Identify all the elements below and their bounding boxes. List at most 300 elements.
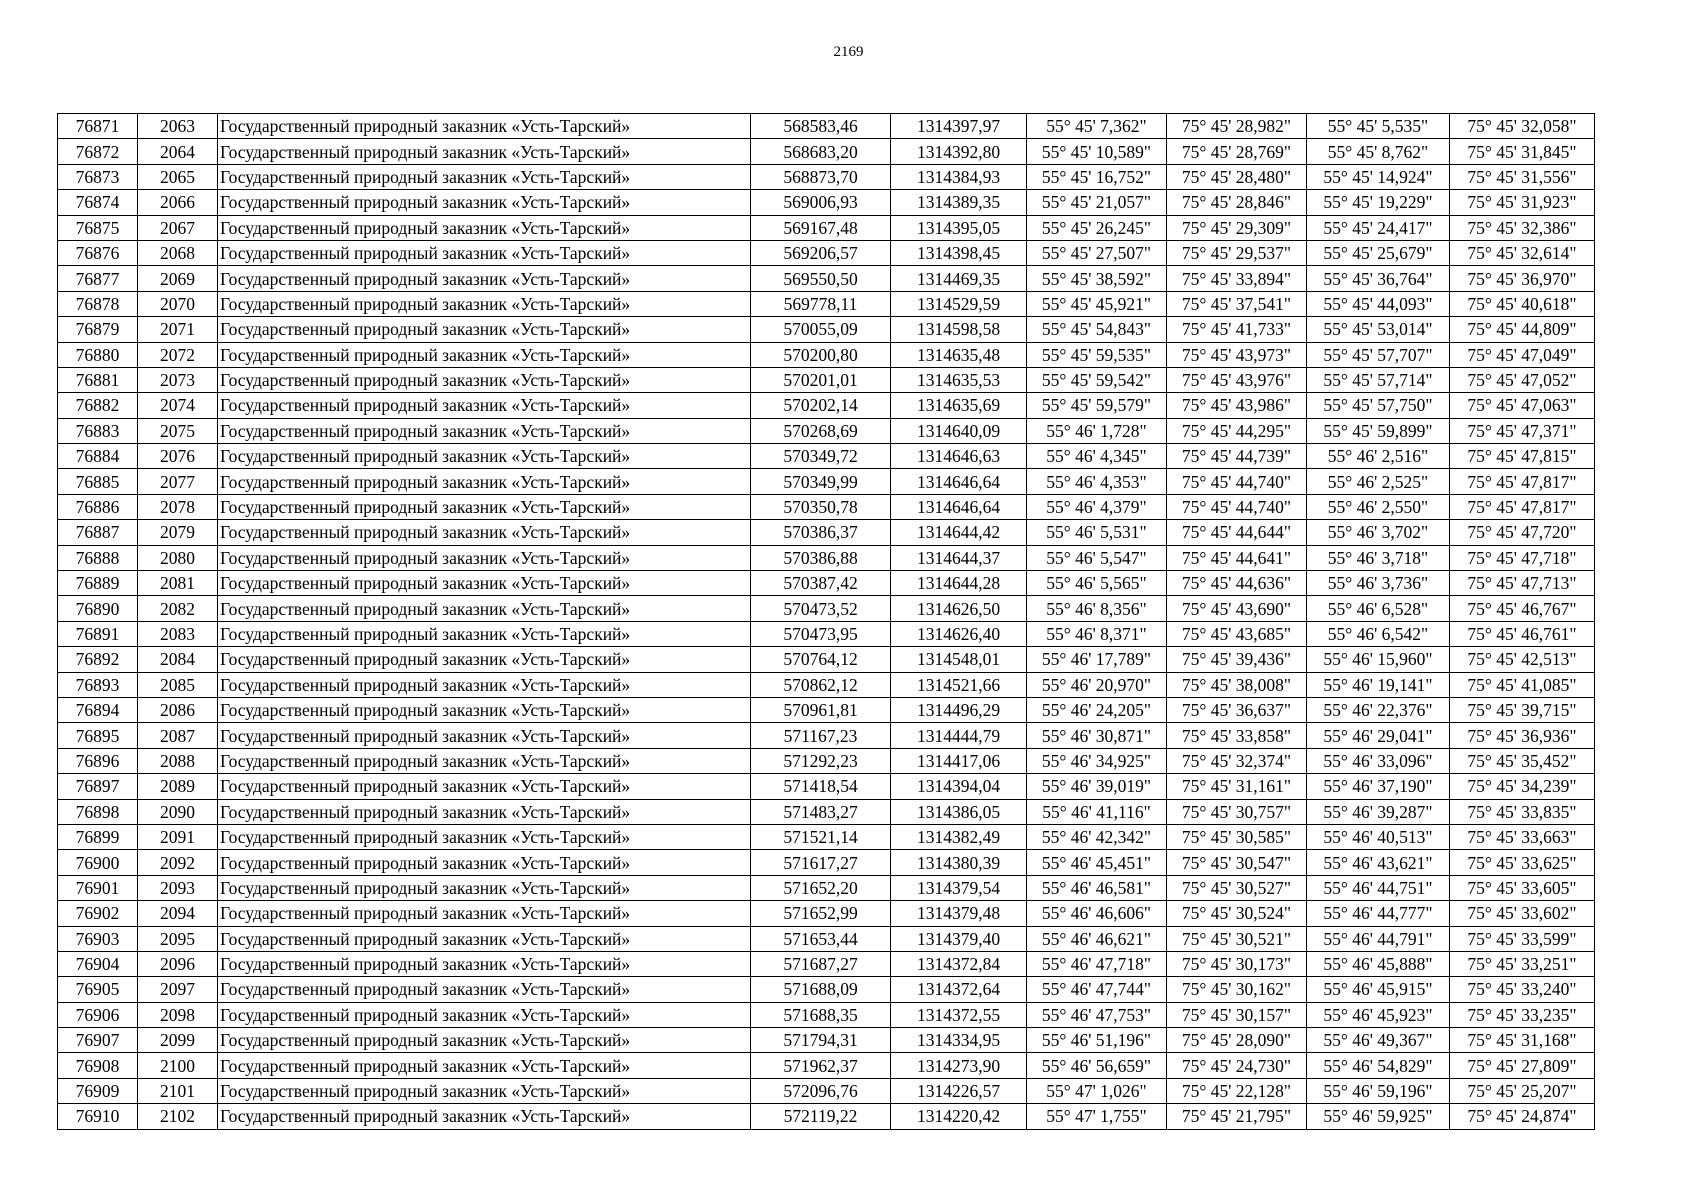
object-name-cell: Государственный природный заказник «Усть-Тарский»	[218, 824, 751, 849]
table-row	[58, 774, 1595, 799]
object-name-cell: Государственный природный заказник «Усть-Тарский»	[218, 114, 751, 139]
latitude-2-cell: 55° 46' 45,888"	[1307, 951, 1450, 976]
longitude-2-cell: 75° 45' 47,713"	[1450, 571, 1595, 596]
record-number-cell: 76884	[58, 444, 138, 469]
coord-x-cell: 569167,48	[751, 215, 891, 240]
latitude-2-cell: 55° 45' 36,764"	[1307, 266, 1450, 291]
longitude-1-cell: 75° 45' 28,846"	[1167, 190, 1307, 215]
longitude-2-cell: 75° 45' 47,817"	[1450, 469, 1595, 494]
longitude-2-cell: 75° 45' 40,618"	[1450, 291, 1595, 316]
coord-y-cell: 1314384,93	[891, 164, 1027, 189]
record-number-cell: 76881	[58, 367, 138, 392]
latitude-2-cell: 55° 46' 45,923"	[1307, 1002, 1450, 1027]
latitude-1-cell: 55° 46' 5,531"	[1027, 520, 1167, 545]
record-number-cell: 76880	[58, 342, 138, 367]
latitude-2-cell: 55° 46' 49,367"	[1307, 1028, 1450, 1053]
longitude-1-cell: 75° 45' 43,986"	[1167, 393, 1307, 418]
object-name-cell: Государственный природный заказник «Усть-Тарский»	[218, 977, 751, 1002]
point-number-cell: 2098	[138, 1002, 218, 1027]
coord-y-cell: 1314386,05	[891, 799, 1027, 824]
longitude-1-cell: 75° 45' 29,309"	[1167, 215, 1307, 240]
record-number-cell: 76889	[58, 571, 138, 596]
record-number-cell: 76904	[58, 951, 138, 976]
record-number-cell: 76891	[58, 621, 138, 646]
table-row	[58, 240, 1595, 265]
table-row	[58, 494, 1595, 519]
table-row	[58, 139, 1595, 164]
object-name-cell: Государственный природный заказник «Усть-Тарский»	[218, 1053, 751, 1078]
longitude-2-cell: 75° 45' 35,452"	[1450, 748, 1595, 773]
coord-y-cell: 1314644,42	[891, 520, 1027, 545]
coord-y-cell: 1314392,80	[891, 139, 1027, 164]
longitude-1-cell: 75° 45' 33,894"	[1167, 266, 1307, 291]
latitude-2-cell: 55° 46' 2,516"	[1307, 444, 1450, 469]
table-row	[58, 164, 1595, 189]
point-number-cell: 2101	[138, 1078, 218, 1103]
record-number-cell: 76893	[58, 672, 138, 697]
point-number-cell: 2076	[138, 444, 218, 469]
longitude-2-cell: 75° 45' 27,809"	[1450, 1053, 1595, 1078]
table-row	[58, 723, 1595, 748]
longitude-2-cell: 75° 45' 36,936"	[1450, 723, 1595, 748]
coord-y-cell: 1314626,40	[891, 621, 1027, 646]
longitude-1-cell: 75° 45' 22,128"	[1167, 1078, 1307, 1103]
coord-x-cell: 570764,12	[751, 647, 891, 672]
object-name-cell: Государственный природный заказник «Усть-Тарский»	[218, 444, 751, 469]
table-row	[58, 571, 1595, 596]
latitude-2-cell: 55° 45' 59,899"	[1307, 418, 1450, 443]
longitude-2-cell: 75° 45' 33,235"	[1450, 1002, 1595, 1027]
table-row	[58, 1002, 1595, 1027]
longitude-1-cell: 75° 45' 44,739"	[1167, 444, 1307, 469]
longitude-2-cell: 75° 45' 47,718"	[1450, 545, 1595, 570]
coord-y-cell: 1314644,37	[891, 545, 1027, 570]
object-name-cell: Государственный природный заказник «Усть-Тарский»	[218, 697, 751, 722]
coord-y-cell: 1314379,54	[891, 875, 1027, 900]
latitude-2-cell: 55° 46' 2,525"	[1307, 469, 1450, 494]
coord-x-cell: 570349,99	[751, 469, 891, 494]
coord-y-cell: 1314529,59	[891, 291, 1027, 316]
object-name-cell: Государственный природный заказник «Усть-Тарский»	[218, 799, 751, 824]
latitude-1-cell: 55° 46' 46,581"	[1027, 875, 1167, 900]
longitude-2-cell: 75° 45' 31,845"	[1450, 139, 1595, 164]
coord-x-cell: 572119,22	[751, 1104, 891, 1129]
coord-y-cell: 1314273,90	[891, 1053, 1027, 1078]
longitude-2-cell: 75° 45' 47,052"	[1450, 367, 1595, 392]
record-number-cell: 76903	[58, 926, 138, 951]
longitude-2-cell: 75° 45' 33,602"	[1450, 901, 1595, 926]
coord-y-cell: 1314382,49	[891, 824, 1027, 849]
latitude-2-cell: 55° 46' 59,925"	[1307, 1104, 1450, 1129]
coord-y-cell: 1314220,42	[891, 1104, 1027, 1129]
latitude-1-cell: 55° 45' 26,245"	[1027, 215, 1167, 240]
record-number-cell: 76905	[58, 977, 138, 1002]
longitude-1-cell: 75° 45' 44,641"	[1167, 545, 1307, 570]
record-number-cell: 76871	[58, 114, 138, 139]
table-row	[58, 469, 1595, 494]
coord-x-cell: 569778,11	[751, 291, 891, 316]
object-name-cell: Государственный природный заказник «Усть-Тарский»	[218, 951, 751, 976]
coord-x-cell: 571292,23	[751, 748, 891, 773]
latitude-2-cell: 55° 46' 29,041"	[1307, 723, 1450, 748]
table-row	[58, 621, 1595, 646]
point-number-cell: 2073	[138, 367, 218, 392]
coord-x-cell: 570201,01	[751, 367, 891, 392]
latitude-2-cell: 55° 46' 54,829"	[1307, 1053, 1450, 1078]
coord-x-cell: 571688,09	[751, 977, 891, 1002]
coord-x-cell: 570350,78	[751, 494, 891, 519]
coord-x-cell: 570268,69	[751, 418, 891, 443]
longitude-1-cell: 75° 45' 33,858"	[1167, 723, 1307, 748]
record-number-cell: 76907	[58, 1028, 138, 1053]
object-name-cell: Государственный природный заказник «Усть-Тарский»	[218, 774, 751, 799]
latitude-2-cell: 55° 46' 59,196"	[1307, 1078, 1450, 1103]
latitude-1-cell: 55° 46' 39,019"	[1027, 774, 1167, 799]
point-number-cell: 2068	[138, 240, 218, 265]
latitude-2-cell: 55° 46' 22,376"	[1307, 697, 1450, 722]
latitude-1-cell: 55° 45' 59,535"	[1027, 342, 1167, 367]
latitude-1-cell: 55° 46' 45,451"	[1027, 850, 1167, 875]
coord-y-cell: 1314635,48	[891, 342, 1027, 367]
point-number-cell: 2079	[138, 520, 218, 545]
longitude-1-cell: 75° 45' 28,480"	[1167, 164, 1307, 189]
coord-y-cell: 1314380,39	[891, 850, 1027, 875]
coord-x-cell: 570200,80	[751, 342, 891, 367]
latitude-1-cell: 55° 46' 51,196"	[1027, 1028, 1167, 1053]
point-number-cell: 2097	[138, 977, 218, 1002]
point-number-cell: 2099	[138, 1028, 218, 1053]
point-number-cell: 2082	[138, 596, 218, 621]
longitude-1-cell: 75° 45' 43,973"	[1167, 342, 1307, 367]
object-name-cell: Государственный природный заказник «Усть-Тарский»	[218, 901, 751, 926]
record-number-cell: 76890	[58, 596, 138, 621]
table-row	[58, 875, 1595, 900]
longitude-1-cell: 75° 45' 28,090"	[1167, 1028, 1307, 1053]
latitude-2-cell: 55° 46' 39,287"	[1307, 799, 1450, 824]
coord-x-cell: 571652,20	[751, 875, 891, 900]
longitude-2-cell: 75° 45' 33,599"	[1450, 926, 1595, 951]
object-name-cell: Государственный природный заказник «Усть-Тарский»	[218, 571, 751, 596]
record-number-cell: 76886	[58, 494, 138, 519]
longitude-1-cell: 75° 45' 43,685"	[1167, 621, 1307, 646]
object-name-cell: Государственный природный заказник «Усть-Тарский»	[218, 418, 751, 443]
longitude-1-cell: 75° 45' 38,008"	[1167, 672, 1307, 697]
longitude-1-cell: 75° 45' 30,527"	[1167, 875, 1307, 900]
table-row	[58, 342, 1595, 367]
coord-x-cell: 570387,42	[751, 571, 891, 596]
longitude-1-cell: 75° 45' 44,740"	[1167, 469, 1307, 494]
longitude-2-cell: 75° 45' 31,923"	[1450, 190, 1595, 215]
point-number-cell: 2071	[138, 317, 218, 342]
coord-x-cell: 570862,12	[751, 672, 891, 697]
object-name-cell: Государственный природный заказник «Усть-Тарский»	[218, 672, 751, 697]
latitude-2-cell: 55° 45' 57,750"	[1307, 393, 1450, 418]
point-number-cell: 2086	[138, 697, 218, 722]
point-number-cell: 2094	[138, 901, 218, 926]
record-number-cell: 76901	[58, 875, 138, 900]
longitude-1-cell: 75° 45' 44,644"	[1167, 520, 1307, 545]
longitude-1-cell: 75° 45' 30,757"	[1167, 799, 1307, 824]
object-name-cell: Государственный природный заказник «Усть-Тарский»	[218, 926, 751, 951]
coord-y-cell: 1314372,64	[891, 977, 1027, 1002]
record-number-cell: 76883	[58, 418, 138, 443]
coord-x-cell: 571794,31	[751, 1028, 891, 1053]
longitude-1-cell: 75° 45' 31,161"	[1167, 774, 1307, 799]
object-name-cell: Государственный природный заказник «Усть-Тарский»	[218, 748, 751, 773]
coord-y-cell: 1314444,79	[891, 723, 1027, 748]
latitude-2-cell: 55° 46' 2,550"	[1307, 494, 1450, 519]
table-row	[58, 672, 1595, 697]
table-row	[58, 418, 1595, 443]
record-number-cell: 76894	[58, 697, 138, 722]
longitude-2-cell: 75° 45' 33,625"	[1450, 850, 1595, 875]
table-row	[58, 444, 1595, 469]
point-number-cell: 2091	[138, 824, 218, 849]
record-number-cell: 76885	[58, 469, 138, 494]
point-number-cell: 2084	[138, 647, 218, 672]
longitude-2-cell: 75° 45' 42,513"	[1450, 647, 1595, 672]
longitude-1-cell: 75° 45' 41,733"	[1167, 317, 1307, 342]
coord-x-cell: 569006,93	[751, 190, 891, 215]
coord-x-cell: 570055,09	[751, 317, 891, 342]
table-row	[58, 1104, 1595, 1129]
record-number-cell: 76910	[58, 1104, 138, 1129]
longitude-2-cell: 75° 45' 47,817"	[1450, 494, 1595, 519]
coord-x-cell: 570961,81	[751, 697, 891, 722]
record-number-cell: 76892	[58, 647, 138, 672]
coord-x-cell: 570473,95	[751, 621, 891, 646]
point-number-cell: 2093	[138, 875, 218, 900]
coord-x-cell: 571653,44	[751, 926, 891, 951]
table-row	[58, 596, 1595, 621]
table-row	[58, 1028, 1595, 1053]
table-row	[58, 190, 1595, 215]
table-row	[58, 393, 1595, 418]
latitude-2-cell: 55° 45' 5,535"	[1307, 114, 1450, 139]
longitude-2-cell: 75° 45' 44,809"	[1450, 317, 1595, 342]
longitude-2-cell: 75° 45' 47,049"	[1450, 342, 1595, 367]
point-number-cell: 2087	[138, 723, 218, 748]
latitude-1-cell: 55° 45' 27,507"	[1027, 240, 1167, 265]
longitude-2-cell: 75° 45' 46,767"	[1450, 596, 1595, 621]
table-row	[58, 545, 1595, 570]
latitude-1-cell: 55° 45' 16,752"	[1027, 164, 1167, 189]
object-name-cell: Государственный природный заказник «Усть-Тарский»	[218, 850, 751, 875]
longitude-1-cell: 75° 45' 30,585"	[1167, 824, 1307, 849]
coord-y-cell: 1314226,57	[891, 1078, 1027, 1103]
latitude-2-cell: 55° 46' 44,777"	[1307, 901, 1450, 926]
point-number-cell: 2075	[138, 418, 218, 443]
latitude-2-cell: 55° 45' 53,014"	[1307, 317, 1450, 342]
point-number-cell: 2064	[138, 139, 218, 164]
point-number-cell: 2089	[138, 774, 218, 799]
longitude-2-cell: 75° 45' 31,168"	[1450, 1028, 1595, 1053]
table-row	[58, 1078, 1595, 1103]
coord-y-cell: 1314397,97	[891, 114, 1027, 139]
record-number-cell: 76898	[58, 799, 138, 824]
latitude-1-cell: 55° 45' 38,592"	[1027, 266, 1167, 291]
point-number-cell: 2077	[138, 469, 218, 494]
longitude-1-cell: 75° 45' 30,521"	[1167, 926, 1307, 951]
object-name-cell: Государственный природный заказник «Усть-Тарский»	[218, 545, 751, 570]
coord-y-cell: 1314548,01	[891, 647, 1027, 672]
coord-y-cell: 1314635,69	[891, 393, 1027, 418]
record-number-cell: 76896	[58, 748, 138, 773]
object-name-cell: Государственный природный заказник «Усть-Тарский»	[218, 494, 751, 519]
longitude-1-cell: 75° 45' 39,436"	[1167, 647, 1307, 672]
point-number-cell: 2067	[138, 215, 218, 240]
object-name-cell: Государственный природный заказник «Усть-Тарский»	[218, 1002, 751, 1027]
object-name-cell: Государственный природный заказник «Усть-Тарский»	[218, 520, 751, 545]
longitude-1-cell: 75° 45' 43,690"	[1167, 596, 1307, 621]
table-row	[58, 901, 1595, 926]
record-number-cell: 76879	[58, 317, 138, 342]
object-name-cell: Государственный природный заказник «Усть-Тарский»	[218, 875, 751, 900]
longitude-1-cell: 75° 45' 32,374"	[1167, 748, 1307, 773]
latitude-1-cell: 55° 46' 34,925"	[1027, 748, 1167, 773]
table-row	[58, 951, 1595, 976]
longitude-2-cell: 75° 45' 32,386"	[1450, 215, 1595, 240]
object-name-cell: Государственный природный заказник «Усть-Тарский»	[218, 139, 751, 164]
point-number-cell: 2074	[138, 393, 218, 418]
longitude-2-cell: 75° 45' 36,970"	[1450, 266, 1595, 291]
latitude-2-cell: 55° 45' 44,093"	[1307, 291, 1450, 316]
record-number-cell: 76877	[58, 266, 138, 291]
coord-x-cell: 571687,27	[751, 951, 891, 976]
coord-y-cell: 1314394,04	[891, 774, 1027, 799]
object-name-cell: Государственный природный заказник «Усть-Тарский»	[218, 1104, 751, 1129]
point-number-cell: 2095	[138, 926, 218, 951]
table-row	[58, 799, 1595, 824]
longitude-2-cell: 75° 45' 39,715"	[1450, 697, 1595, 722]
longitude-2-cell: 75° 45' 34,239"	[1450, 774, 1595, 799]
latitude-1-cell: 55° 46' 42,342"	[1027, 824, 1167, 849]
latitude-1-cell: 55° 46' 1,728"	[1027, 418, 1167, 443]
longitude-1-cell: 75° 45' 43,976"	[1167, 367, 1307, 392]
latitude-1-cell: 55° 46' 46,606"	[1027, 901, 1167, 926]
latitude-2-cell: 55° 45' 19,229"	[1307, 190, 1450, 215]
longitude-2-cell: 75° 45' 33,240"	[1450, 977, 1595, 1002]
latitude-2-cell: 55° 46' 3,702"	[1307, 520, 1450, 545]
record-number-cell: 76902	[58, 901, 138, 926]
record-number-cell: 76888	[58, 545, 138, 570]
table-body	[58, 114, 1595, 1130]
coord-x-cell: 570349,72	[751, 444, 891, 469]
point-number-cell: 2081	[138, 571, 218, 596]
table-row	[58, 748, 1595, 773]
point-number-cell: 2100	[138, 1053, 218, 1078]
point-number-cell: 2102	[138, 1104, 218, 1129]
object-name-cell: Государственный природный заказник «Усть-Тарский»	[218, 469, 751, 494]
latitude-1-cell: 55° 46' 56,659"	[1027, 1053, 1167, 1078]
record-number-cell: 76874	[58, 190, 138, 215]
coord-y-cell: 1314640,09	[891, 418, 1027, 443]
longitude-2-cell: 75° 45' 41,085"	[1450, 672, 1595, 697]
object-name-cell: Государственный природный заказник «Усть-Тарский»	[218, 367, 751, 392]
table-row	[58, 850, 1595, 875]
latitude-1-cell: 55° 46' 5,565"	[1027, 571, 1167, 596]
coord-y-cell: 1314379,48	[891, 901, 1027, 926]
object-name-cell: Государственный природный заказник «Усть-Тарский»	[218, 342, 751, 367]
record-number-cell: 76897	[58, 774, 138, 799]
longitude-2-cell: 75° 45' 47,720"	[1450, 520, 1595, 545]
table-row	[58, 114, 1595, 139]
coord-x-cell: 571167,23	[751, 723, 891, 748]
object-name-cell: Государственный природный заказник «Усть-Тарский»	[218, 393, 751, 418]
latitude-1-cell: 55° 46' 4,379"	[1027, 494, 1167, 519]
coord-x-cell: 570386,88	[751, 545, 891, 570]
coord-x-cell: 570473,52	[751, 596, 891, 621]
coord-y-cell: 1314521,66	[891, 672, 1027, 697]
point-number-cell: 2066	[138, 190, 218, 215]
point-number-cell: 2085	[138, 672, 218, 697]
latitude-2-cell: 55° 46' 37,190"	[1307, 774, 1450, 799]
latitude-1-cell: 55° 46' 4,345"	[1027, 444, 1167, 469]
coord-y-cell: 1314469,35	[891, 266, 1027, 291]
longitude-2-cell: 75° 45' 33,835"	[1450, 799, 1595, 824]
table-row	[58, 520, 1595, 545]
latitude-1-cell: 55° 45' 10,589"	[1027, 139, 1167, 164]
latitude-1-cell: 55° 46' 24,205"	[1027, 697, 1167, 722]
latitude-1-cell: 55° 45' 7,362"	[1027, 114, 1167, 139]
longitude-1-cell: 75° 45' 30,173"	[1167, 951, 1307, 976]
object-name-cell: Государственный природный заказник «Усть-Тарский»	[218, 240, 751, 265]
point-number-cell: 2069	[138, 266, 218, 291]
coord-x-cell: 568583,46	[751, 114, 891, 139]
longitude-1-cell: 75° 45' 44,636"	[1167, 571, 1307, 596]
longitude-2-cell: 75° 45' 47,371"	[1450, 418, 1595, 443]
coord-x-cell: 571418,54	[751, 774, 891, 799]
latitude-1-cell: 55° 46' 30,871"	[1027, 723, 1167, 748]
coord-x-cell: 572096,76	[751, 1078, 891, 1103]
longitude-2-cell: 75° 45' 33,605"	[1450, 875, 1595, 900]
object-name-cell: Государственный природный заказник «Усть-Тарский»	[218, 621, 751, 646]
latitude-1-cell: 55° 45' 45,921"	[1027, 291, 1167, 316]
latitude-2-cell: 55° 46' 3,736"	[1307, 571, 1450, 596]
latitude-1-cell: 55° 46' 47,753"	[1027, 1002, 1167, 1027]
point-number-cell: 2070	[138, 291, 218, 316]
object-name-cell: Государственный природный заказник «Усть-Тарский»	[218, 266, 751, 291]
coord-y-cell: 1314372,55	[891, 1002, 1027, 1027]
longitude-1-cell: 75° 45' 24,730"	[1167, 1053, 1307, 1078]
record-number-cell: 76872	[58, 139, 138, 164]
table-row	[58, 647, 1595, 672]
longitude-1-cell: 75° 45' 36,637"	[1167, 697, 1307, 722]
record-number-cell: 76906	[58, 1002, 138, 1027]
longitude-1-cell: 75° 45' 30,162"	[1167, 977, 1307, 1002]
coord-y-cell: 1314626,50	[891, 596, 1027, 621]
longitude-2-cell: 75° 45' 33,663"	[1450, 824, 1595, 849]
point-number-cell: 2083	[138, 621, 218, 646]
latitude-2-cell: 55° 46' 6,542"	[1307, 621, 1450, 646]
table-row	[58, 215, 1595, 240]
latitude-1-cell: 55° 45' 21,057"	[1027, 190, 1167, 215]
latitude-2-cell: 55° 46' 43,621"	[1307, 850, 1450, 875]
coord-x-cell: 571521,14	[751, 824, 891, 849]
latitude-2-cell: 55° 45' 14,924"	[1307, 164, 1450, 189]
table-row	[58, 824, 1595, 849]
object-name-cell: Государственный природный заказник «Усть-Тарский»	[218, 190, 751, 215]
coord-y-cell: 1314417,06	[891, 748, 1027, 773]
latitude-1-cell: 55° 46' 8,371"	[1027, 621, 1167, 646]
coord-y-cell: 1314334,95	[891, 1028, 1027, 1053]
latitude-1-cell: 55° 46' 8,356"	[1027, 596, 1167, 621]
record-number-cell: 76873	[58, 164, 138, 189]
latitude-2-cell: 55° 46' 6,528"	[1307, 596, 1450, 621]
longitude-1-cell: 75° 45' 30,547"	[1167, 850, 1307, 875]
table-row	[58, 697, 1595, 722]
record-number-cell: 76909	[58, 1078, 138, 1103]
